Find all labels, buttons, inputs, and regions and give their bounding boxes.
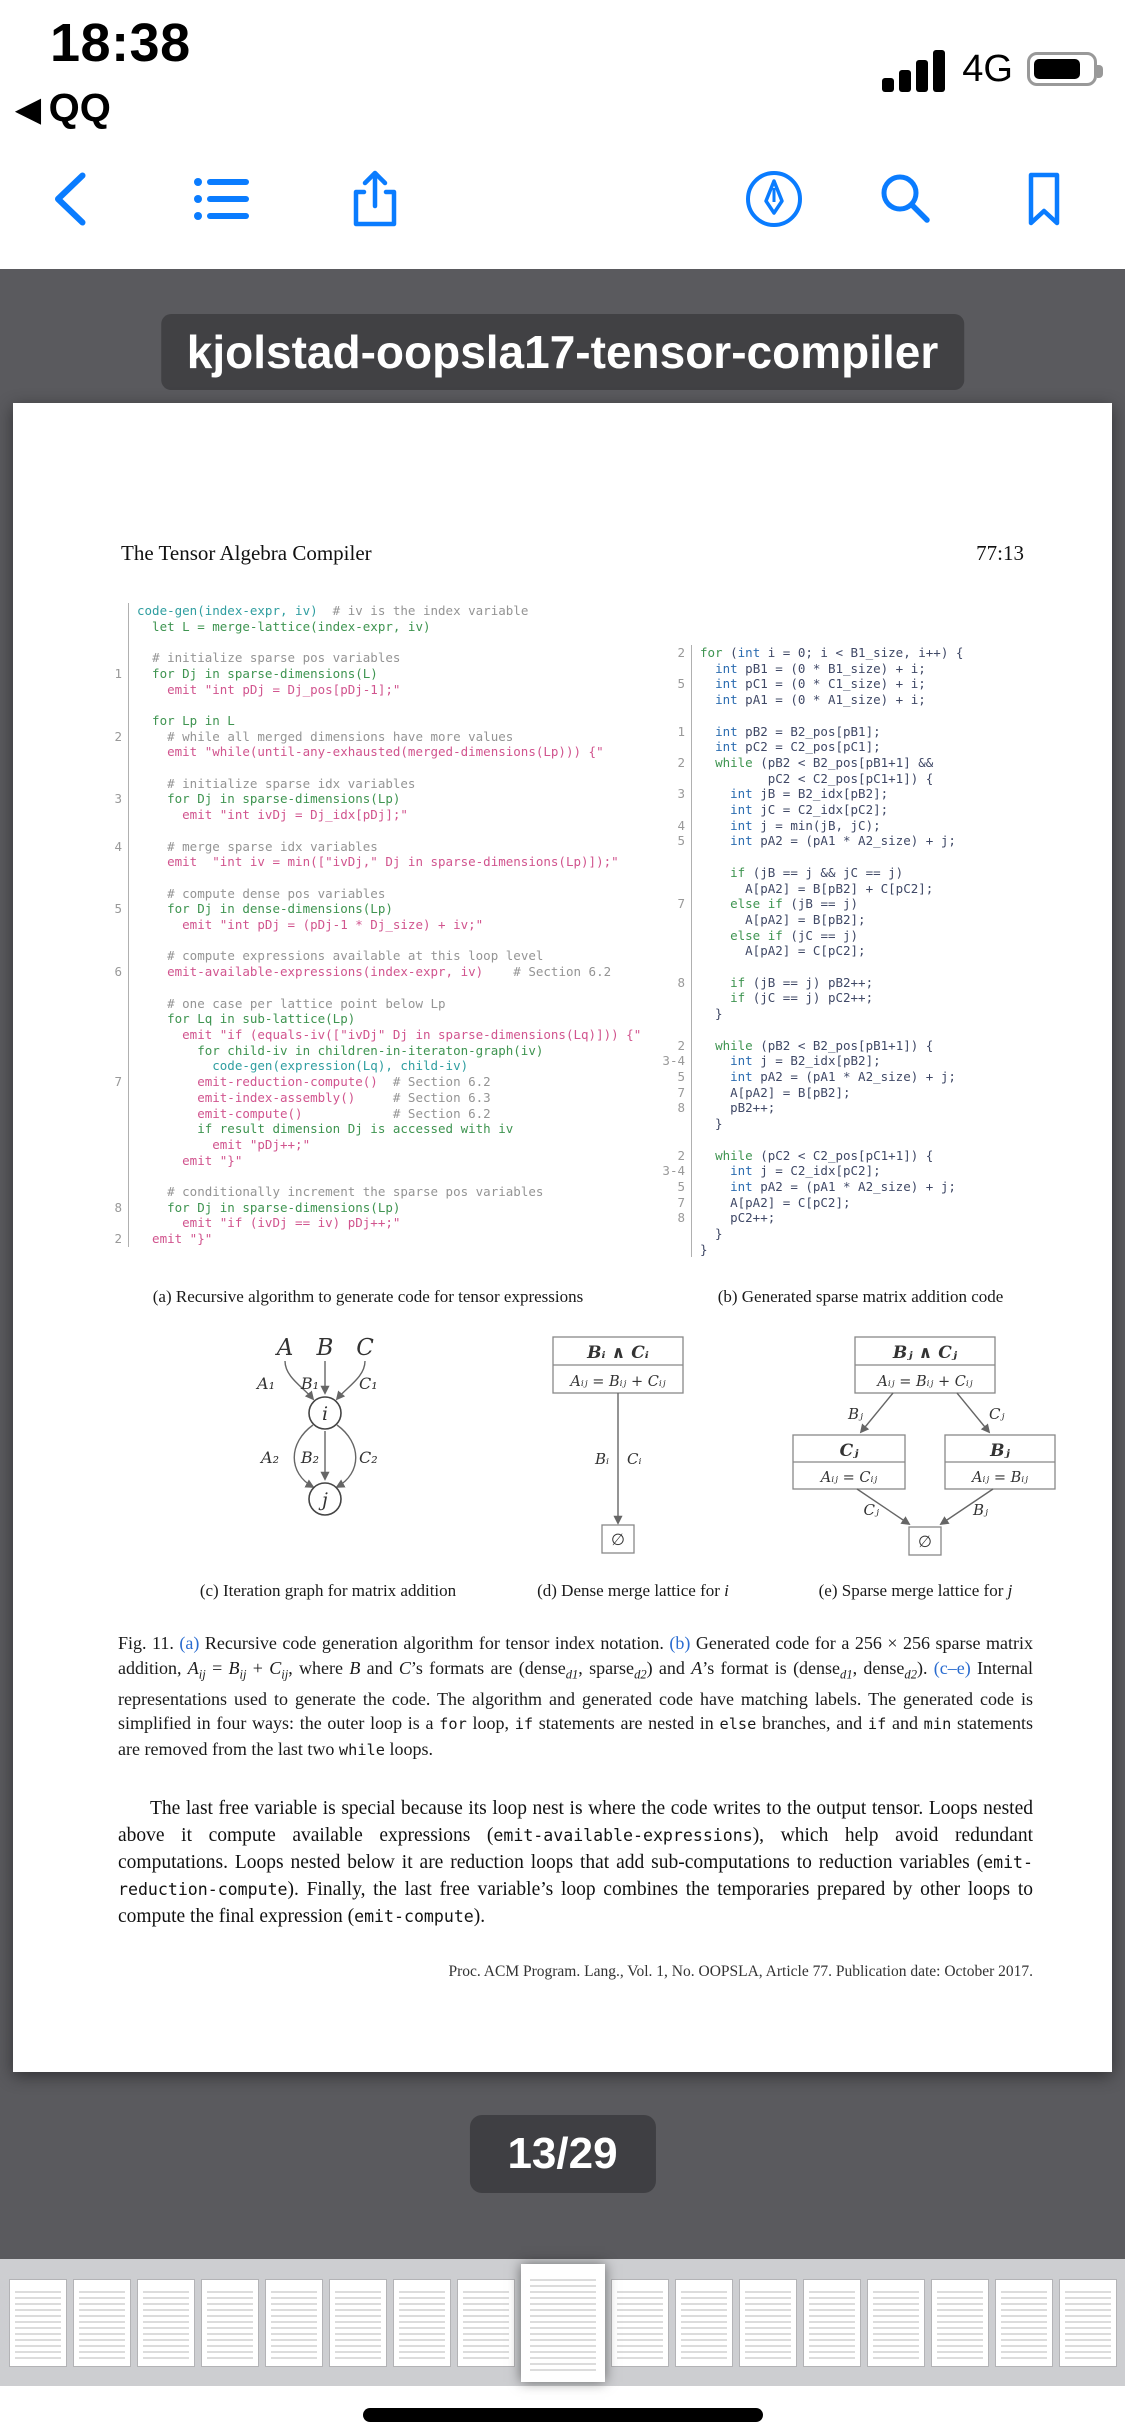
code-line — [658, 1132, 963, 1148]
text-segment: A — [691, 1657, 703, 1678]
text-segment: ). — [473, 1906, 486, 1927]
code-line: 6 emit-available-expressions(index-expr, iv) # Section 6.2 — [95, 964, 641, 980]
search-icon — [873, 166, 939, 232]
caption-d — [508, 1581, 758, 1601]
code-line: 5 int pA2 = (pA1 * A2_size) + j; — [658, 833, 963, 849]
code-line: # initialize sparse pos variables — [95, 650, 641, 666]
text-segment: (c–e) — [933, 1657, 971, 1678]
text-segment: = — [205, 1657, 229, 1678]
thumbnail-page-preview — [143, 2287, 189, 2359]
code-line: int pB1 = (0 * B1_size) + i; — [658, 661, 963, 677]
code-line: 4 int j = min(jB, jC); — [658, 818, 963, 834]
code-line — [95, 870, 641, 886]
code-line — [658, 849, 963, 865]
tensor-c-label: C — [356, 1335, 374, 1361]
thumbnail-page-preview — [937, 2287, 983, 2359]
code-line: 3-4 int j = B2_idx[pB2]; — [658, 1053, 963, 1069]
edge-b1-label: B₁ — [300, 1374, 319, 1393]
page-thumbnail[interactable] — [995, 2279, 1053, 2367]
status-indicators — [882, 46, 1097, 92]
chevron-left-icon — [43, 166, 105, 232]
edge-c2-label: C₂ — [359, 1448, 378, 1467]
code-line — [95, 823, 641, 839]
caption-c — [148, 1581, 508, 1601]
text-segment: ). — [917, 1657, 934, 1678]
code-line: # conditionally increment the sparse pos variables — [95, 1184, 641, 1200]
edge-label-br: Bⱼ — [973, 1501, 988, 1519]
back-button[interactable] — [29, 154, 119, 244]
code-line: pC2 < C2_pos[pC1+1]) { — [658, 771, 963, 787]
thumbnail-page-preview — [809, 2287, 855, 2359]
code-line: emit-compute() # Section 6.2 — [95, 1106, 641, 1122]
text-segment: ) and — [646, 1657, 692, 1678]
text-segment: min — [923, 1715, 952, 1734]
code-line: emit "int iv = min(["ivDj," Dj in sparse-dimensions(Lp)]);" — [95, 854, 641, 870]
code-line: emit "while(until-any-exhausted(merged-dimensions(Lp))) {" — [95, 744, 641, 760]
figure-iteration-graph — [213, 1331, 443, 1571]
thumbnail-page-preview — [271, 2287, 317, 2359]
text-segment: C — [398, 1657, 411, 1678]
code-line: } — [658, 1242, 963, 1258]
body-paragraph — [118, 1795, 1033, 1930]
code-line: int pC2 = C2_pos[pC1]; — [658, 739, 963, 755]
code-line: emit "int pDj = Dj_pos[pDj-1];" — [95, 682, 641, 698]
bookmark-button[interactable] — [999, 154, 1089, 244]
text-segment: ’s formats are (dense — [410, 1657, 566, 1678]
code-line: 2 while (pB2 < B2_pos[pB1+1] && — [658, 755, 963, 771]
code-line: # one case per lattice point below Lp — [95, 996, 641, 1012]
thumbnail-page-preview — [617, 2287, 663, 2359]
code-line: 2 emit "}" — [95, 1231, 641, 1247]
code-line: 3 int jB = B2_idx[pB2]; — [658, 786, 963, 802]
code-line: } — [658, 1226, 963, 1242]
code-line: A[pA2] = C[pC2]; — [658, 943, 963, 959]
search-button[interactable] — [861, 154, 951, 244]
code-line: code-gen(index-expr, iv) # iv is the index variable — [95, 603, 641, 619]
code-line: 1 int pB2 = B2_pos[pB1]; — [658, 724, 963, 740]
text-segment: while — [338, 1740, 385, 1759]
text-segment: C — [269, 1657, 282, 1678]
thumbnail-strip[interactable] — [0, 2259, 1125, 2386]
code-line: code-gen(expression(Lq), child-iv) — [95, 1058, 641, 1074]
code-line: emit "}" — [95, 1153, 641, 1169]
code-line — [95, 634, 641, 650]
page-thumbnail[interactable] — [137, 2279, 195, 2367]
text-segment: if — [514, 1715, 534, 1734]
code-line: 7 A[pA2] = C[pC2]; — [658, 1195, 963, 1211]
code-line: } — [658, 1006, 963, 1022]
code-line — [95, 760, 641, 776]
code-line: if (jB == j && jC == j) — [658, 865, 963, 881]
text-segment: The last free variable is special because its loop nest is where the code writes to the output tensor. Loops nested above it compute available expressions ( — [118, 1798, 1033, 1846]
code-line: for Lq in sub-lattice(Lp) — [95, 1011, 641, 1027]
page-thumbnail[interactable] — [73, 2279, 131, 2367]
thumbnail-page-preview — [207, 2287, 253, 2359]
code-line: else if (jC == j) — [658, 928, 963, 944]
code-line: emit "int ivDj = Dj_idx[pDj];" — [95, 807, 641, 823]
text-segment: , sparse — [578, 1657, 635, 1678]
document-title-chip: kjolstad-oopsla17-tensor-compiler — [161, 314, 965, 390]
text-segment: d1 — [565, 1667, 579, 1682]
edge-top-left — [861, 1393, 893, 1432]
text-segment: B — [228, 1657, 240, 1678]
page-thumbnail[interactable] — [1059, 2279, 1117, 2367]
edge-label-bl: Cⱼ — [863, 1501, 879, 1519]
text-segment: j — [1007, 1581, 1013, 1600]
tensor-b-label: B — [316, 1335, 334, 1361]
node-j-label: j — [322, 1489, 328, 1511]
thumbnail-page-preview — [1001, 2287, 1047, 2359]
thumbnail-page-preview — [745, 2287, 791, 2359]
code-line: A[pA2] = B[pB2]; — [658, 912, 963, 928]
code-line: for child-iv in children-in-iteraton-graph(iv) — [95, 1043, 641, 1059]
share-button[interactable] — [330, 154, 420, 244]
code-line: 7 emit-reduction-compute() # Section 6.2 — [95, 1074, 641, 1090]
code-listing-pseudocode — [95, 603, 641, 1247]
left-box-eq: Aᵢⱼ = Cᵢⱼ — [820, 1470, 878, 1486]
code-line: 8 pB2++; — [658, 1100, 963, 1116]
page-thumbnail[interactable] — [201, 2279, 259, 2367]
text-segment: i — [724, 1581, 729, 1600]
text-segment: + — [246, 1657, 270, 1678]
edge-label-c: Cᵢ — [627, 1450, 642, 1468]
thumbnail-page-preview — [399, 2287, 445, 2359]
code-line: 1 for Dj in sparse-dimensions(L) — [95, 666, 641, 682]
code-line: if (jC == j) pC2++; — [658, 990, 963, 1006]
edge-b2-label: B₂ — [300, 1448, 319, 1467]
text-segment: (c) Iteration graph for matrix addition — [199, 1581, 457, 1600]
figure-11-caption — [118, 1631, 1033, 1762]
code-line — [95, 1168, 641, 1184]
edge-label-b: Bᵢ — [594, 1450, 609, 1468]
code-line: emit "if (ivDj == iv) pDj++;" — [95, 1215, 641, 1231]
code-line — [658, 1022, 963, 1038]
thumbnail-page-preview — [873, 2287, 919, 2359]
right-box-eq: Aᵢⱼ = Bᵢⱼ — [972, 1470, 1028, 1486]
code-line — [95, 980, 641, 996]
code-line: if result dimension Dj is accessed with iv — [95, 1121, 641, 1137]
left-box-expr: Cⱼ — [839, 1441, 859, 1461]
page-thumbnail[interactable] — [867, 2279, 925, 2367]
code-line: emit "pDj++;" — [95, 1137, 641, 1153]
text-segment: ’s format is (dense — [702, 1657, 841, 1678]
text-segment: if — [867, 1715, 887, 1734]
text-segment: loop, — [466, 1713, 515, 1734]
page-thumbnail[interactable] — [675, 2279, 733, 2367]
code-line — [95, 697, 641, 713]
page-thumbnail[interactable] — [739, 2279, 797, 2367]
empty-set-label: ∅ — [611, 1530, 625, 1549]
edge-c1-label: C₁ — [359, 1374, 378, 1393]
thumbnail-page-preview — [463, 2287, 509, 2359]
text-segment: statements are nested in — [533, 1713, 720, 1734]
code-line: # compute dense pos variables — [95, 886, 641, 902]
code-line: 4 # merge sparse idx variables — [95, 839, 641, 855]
page-thumbnail[interactable] — [393, 2279, 451, 2367]
page-thumbnail[interactable] — [457, 2279, 515, 2367]
right-box-expr: Bⱼ — [990, 1441, 1010, 1461]
text-segment: Generated code for a 256 × 256 sparse matrix addition, — [118, 1633, 1033, 1678]
edge-top-right — [957, 1393, 989, 1432]
text-segment: A — [187, 1657, 199, 1678]
share-icon — [342, 166, 408, 232]
text-segment: branches, and — [756, 1713, 868, 1734]
edge-label-tl: Bⱼ — [848, 1405, 863, 1423]
code-line: 8 for Dj in sparse-dimensions(Lp) — [95, 1200, 641, 1216]
code-line: A[pA2] = B[pB2] + C[pC2]; — [658, 881, 963, 897]
text-segment: and — [886, 1713, 924, 1734]
code-line: let L = merge-lattice(index-expr, iv) — [95, 619, 641, 635]
code-line: 2 while (pB2 < B2_pos[pB1+1]) { — [658, 1038, 963, 1054]
caption-a: (a) Recursive algorithm to generate code for tensor expressions — [152, 1287, 584, 1306]
code-line: int jC = C2_idx[pC2]; — [658, 802, 963, 818]
node-i-label: i — [321, 1403, 329, 1425]
text-segment: emit-compute — [354, 1907, 474, 1926]
code-line — [658, 959, 963, 975]
pdf-page[interactable] — [13, 403, 1112, 2072]
code-line: 2 for (int i = 0; i < B1_size, i++) { — [658, 645, 963, 661]
pdf-viewer-canvas[interactable] — [0, 269, 1125, 2386]
bottom-bar — [0, 2386, 1125, 2436]
page-number: 77:13 — [976, 541, 1024, 565]
page-thumbnail[interactable] — [611, 2279, 669, 2367]
cellular-signal-icon — [882, 46, 948, 92]
code-line: } — [658, 1116, 963, 1132]
code-line: int pA1 = (0 * A1_size) + i; — [658, 692, 963, 708]
clock: 18:38 — [50, 13, 191, 73]
code-line: 7 A[pA2] = B[pB2]; — [658, 1085, 963, 1101]
page-thumbnail[interactable] — [803, 2279, 861, 2367]
back-app-label: QQ — [48, 86, 111, 130]
text-segment: d1 — [840, 1667, 853, 1682]
text-segment: , dense — [852, 1657, 905, 1678]
figure-sparse-lattice — [785, 1331, 1065, 1571]
battery-cap — [1097, 65, 1103, 78]
running-head: The Tensor Algebra Compiler — [121, 541, 372, 565]
code-line — [95, 933, 641, 949]
text-segment: d2 — [634, 1667, 647, 1682]
text-segment: ij — [281, 1667, 289, 1682]
pdf-toolbar — [0, 130, 1125, 269]
text-segment: emit-reduction-compute — [118, 1853, 1033, 1899]
empty-set-label: ∅ — [918, 1532, 932, 1551]
code-line: emit "if (equals-iv(["ivDj" Dj in sparse-dimensions(Lq)])) {" — [95, 1027, 641, 1043]
edge-label-tr: Cⱼ — [989, 1405, 1005, 1423]
code-line: 5 for Dj in dense-dimensions(Lp) — [95, 901, 641, 917]
status-bar — [0, 0, 1125, 130]
lattice-top-expr: Bⱼ ∧ Cⱼ — [892, 1343, 958, 1363]
network-type: 4G — [962, 47, 1013, 90]
code-line: for Lp in L — [95, 713, 641, 729]
thumbnail-page-preview — [15, 2287, 61, 2359]
lattice-top-eq: Aᵢⱼ = Bᵢⱼ + Cᵢⱼ — [877, 1374, 973, 1390]
figure-dense-lattice — [533, 1331, 703, 1571]
battery-level — [1034, 59, 1080, 79]
text-segment: (d) Dense merge lattice for — [537, 1581, 725, 1600]
text-segment: ). Finally, the last free variable’s loop combines the temporaries prepared by other loops to compute the final expression ( — [118, 1879, 1033, 1927]
text-segment: B — [349, 1657, 361, 1678]
code-line: 8 if (jB == j) pB2++; — [658, 975, 963, 991]
lattice-top-expr: Bᵢ ∧ Cᵢ — [587, 1343, 649, 1363]
text-segment: (a) — [179, 1633, 200, 1653]
code-line: # compute expressions available at this loop level — [95, 948, 641, 964]
caption-e — [768, 1581, 1063, 1601]
pen-circle-icon — [741, 166, 807, 232]
text-segment: else — [719, 1715, 757, 1734]
page-thumbnail[interactable] — [265, 2279, 323, 2367]
outline-button[interactable] — [176, 154, 266, 244]
thumbnail-page-preview — [681, 2287, 727, 2359]
text-segment: ij — [239, 1667, 247, 1682]
edge-c2 — [337, 1425, 356, 1487]
code-line: 8 pC2++; — [658, 1210, 963, 1226]
tensor-a-label: A — [276, 1335, 294, 1361]
code-line: 2 while (pC2 < C2_pos[pC1+1]) { — [658, 1148, 963, 1164]
page-thumbnail-current[interactable] — [521, 2264, 605, 2382]
text-segment: ), which help avoid redundant computations. Loops nested below it are reduction loops that add sub-computations to reduction variables ( — [118, 1825, 1033, 1873]
text-segment: Recursive code generation algorithm for tensor index notation. — [199, 1633, 670, 1653]
code-line: # initialize sparse idx variables — [95, 776, 641, 792]
code-line: 3 for Dj in sparse-dimensions(Lp) — [95, 791, 641, 807]
code-line: 7 else if (jB == j) — [658, 896, 963, 912]
code-line: 3-4 int j = C2_idx[pC2]; — [658, 1163, 963, 1179]
page-thumbnail[interactable] — [931, 2279, 989, 2367]
text-segment: and — [360, 1657, 399, 1678]
page-indicator: 13/29 — [469, 2115, 655, 2193]
page-thumbnail[interactable] — [9, 2279, 67, 2367]
code-line: 5 int pC1 = (0 * C1_size) + i; — [658, 676, 963, 692]
code-line: 5 int pA2 = (pA1 * A2_size) + j; — [658, 1069, 963, 1085]
lattice-top-eq: Aᵢⱼ = Bᵢⱼ + Cᵢⱼ — [570, 1374, 666, 1390]
text-segment: for — [439, 1715, 467, 1734]
text-segment: statements are removed from the last two — [118, 1713, 1033, 1759]
code-line — [658, 708, 963, 724]
code-line: emit "int pDj = (pDj-1 * Dj_size) + iv;" — [95, 917, 641, 933]
battery-icon — [1027, 52, 1097, 86]
code-listing-generated — [658, 645, 963, 1257]
markup-button[interactable] — [729, 154, 819, 244]
page-thumbnail[interactable] — [329, 2279, 387, 2367]
text-segment: (b) — [669, 1633, 691, 1653]
bookmark-icon — [1011, 166, 1077, 232]
code-line: 2 # while all merged dimensions have more values — [95, 729, 641, 745]
caption-b: (b) Generated sparse matrix addition code — [717, 1287, 1004, 1306]
edge-a1-label: A₁ — [257, 1374, 275, 1393]
text-segment: loops. — [384, 1738, 433, 1759]
thumbnail-page-preview — [530, 2275, 596, 2371]
back-to-app[interactable] — [16, 86, 111, 131]
text-segment: (e) Sparse merge lattice for — [818, 1581, 1008, 1600]
text-segment: emit-available-expressions — [493, 1826, 753, 1845]
table-of-contents-icon — [188, 166, 254, 232]
thumbnail-page-preview — [335, 2287, 381, 2359]
edge-a2-label: A₂ — [261, 1448, 279, 1467]
text-segment: Fig. 11. — [118, 1633, 180, 1653]
code-line: 5 int pA2 = (pA1 * A2_size) + j; — [658, 1179, 963, 1195]
text-segment: Internal representations used to generate the code. The algorithm and generated code have matching labels. The generated code is simplified in four ways: the outer loop is a — [118, 1657, 1034, 1734]
thumbnail-page-preview — [1065, 2287, 1111, 2359]
code-line: emit-index-assembly() # Section 6.3 — [95, 1090, 641, 1106]
back-triangle-icon: ◀ — [16, 90, 41, 127]
journal-footer: Proc. ACM Program. Lang., Vol. 1, No. OOPSLA, Article 77. Publication date: October 2017. — [448, 1963, 1033, 1980]
text-segment: d2 — [904, 1667, 918, 1682]
text-segment: , where — [288, 1657, 350, 1678]
text-segment: ij — [198, 1667, 206, 1682]
thumbnail-page-preview — [79, 2287, 125, 2359]
home-indicator[interactable] — [363, 2408, 763, 2422]
